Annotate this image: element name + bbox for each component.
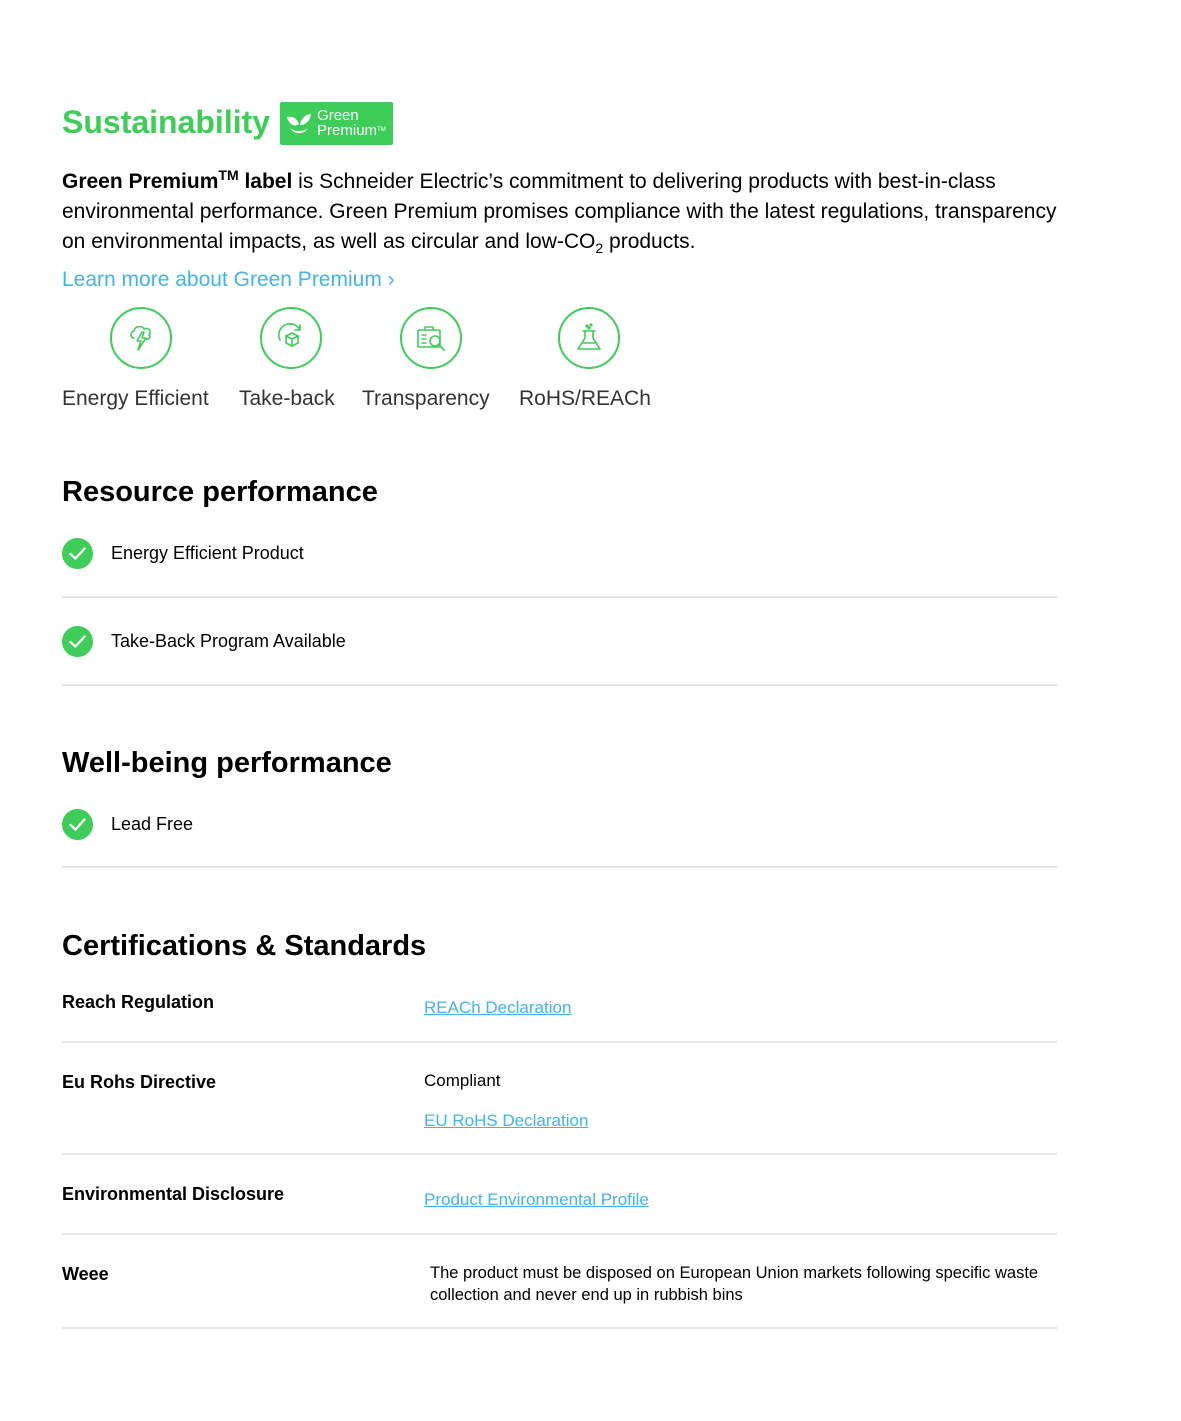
badge-label-rohs-reach: RoHS/REACh <box>519 387 651 410</box>
cert-label-environmental-disclosure: Environmental Disclosure <box>62 1184 285 1204</box>
intro-subscript: 2 <box>595 240 604 257</box>
intro-text-end: products. <box>603 230 696 253</box>
divider <box>62 1327 1057 1329</box>
check-circle-icon <box>62 538 93 569</box>
cert-label-weee: Weee <box>62 1264 109 1284</box>
intro-bold-label: Green Premium™ label <box>62 167 293 193</box>
weee-description: The product must be disposed on European Union markets following specific waste collection and never end up in rubbish bins <box>430 1264 1039 1304</box>
resource-performance-title: Resource performance <box>62 476 378 508</box>
product-environmental-profile-link[interactable]: Product Environmental Profile <box>424 1190 649 1209</box>
eu-rohs-declaration-link[interactable]: EU RoHS Declaration <box>424 1111 589 1130</box>
sustainability-header <box>62 100 393 144</box>
resource-item-text: Energy Efficient Product <box>111 543 304 563</box>
divider <box>62 684 1057 686</box>
energy-efficient-icon <box>110 307 172 369</box>
eu-rohs-status: Compliant <box>424 1071 501 1090</box>
chevron-right-icon: › <box>387 268 395 291</box>
green-premium-tm: TM <box>377 127 386 133</box>
learn-more-green-premium-link[interactable]: Learn more about Green Premium › <box>62 268 395 291</box>
rohs-reach-icon <box>558 307 620 369</box>
green-premium-intro <box>62 160 1062 257</box>
wellbeing-item-text: Lead Free <box>111 814 194 834</box>
divider <box>62 1153 1057 1155</box>
green-premium-leaf-icon <box>284 108 314 138</box>
badge-label-transparency: Transparency <box>362 387 490 410</box>
certifications-title: Certifications & Standards <box>62 930 427 962</box>
divider <box>62 1041 1057 1043</box>
green-premium-line1: Green <box>317 107 359 124</box>
transparency-icon <box>400 307 462 369</box>
divider <box>62 1233 1057 1235</box>
wellbeing-performance-title: Well-being performance <box>62 747 392 779</box>
green-premium-logo <box>280 102 393 145</box>
reach-declaration-link[interactable]: REACh Declaration <box>424 998 572 1017</box>
divider <box>62 866 1057 868</box>
cert-label-eu-rohs-directive: Eu Rohs Directive <box>62 1072 217 1092</box>
cert-label-reach-regulation: Reach Regulation <box>62 992 215 1012</box>
sustainability-title: Sustainability <box>62 104 271 140</box>
take-back-icon <box>260 307 322 369</box>
resource-item-text: Take-Back Program Available <box>111 631 346 651</box>
badge-label-take-back: Take-back <box>239 387 335 410</box>
divider <box>62 596 1057 598</box>
intro-text: is Schneider Electric’s commitment to delivering products with best-in-class environmental performance. Green Premium promises compliance with the latest regulations, transparency on environmental impacts, as well as circular and low-CO <box>62 170 1057 253</box>
badge-label-energy-efficient: Energy Efficient <box>62 387 209 410</box>
green-premium-line2: Premium <box>317 122 378 139</box>
check-circle-icon <box>62 809 93 840</box>
check-circle-icon <box>62 626 93 657</box>
